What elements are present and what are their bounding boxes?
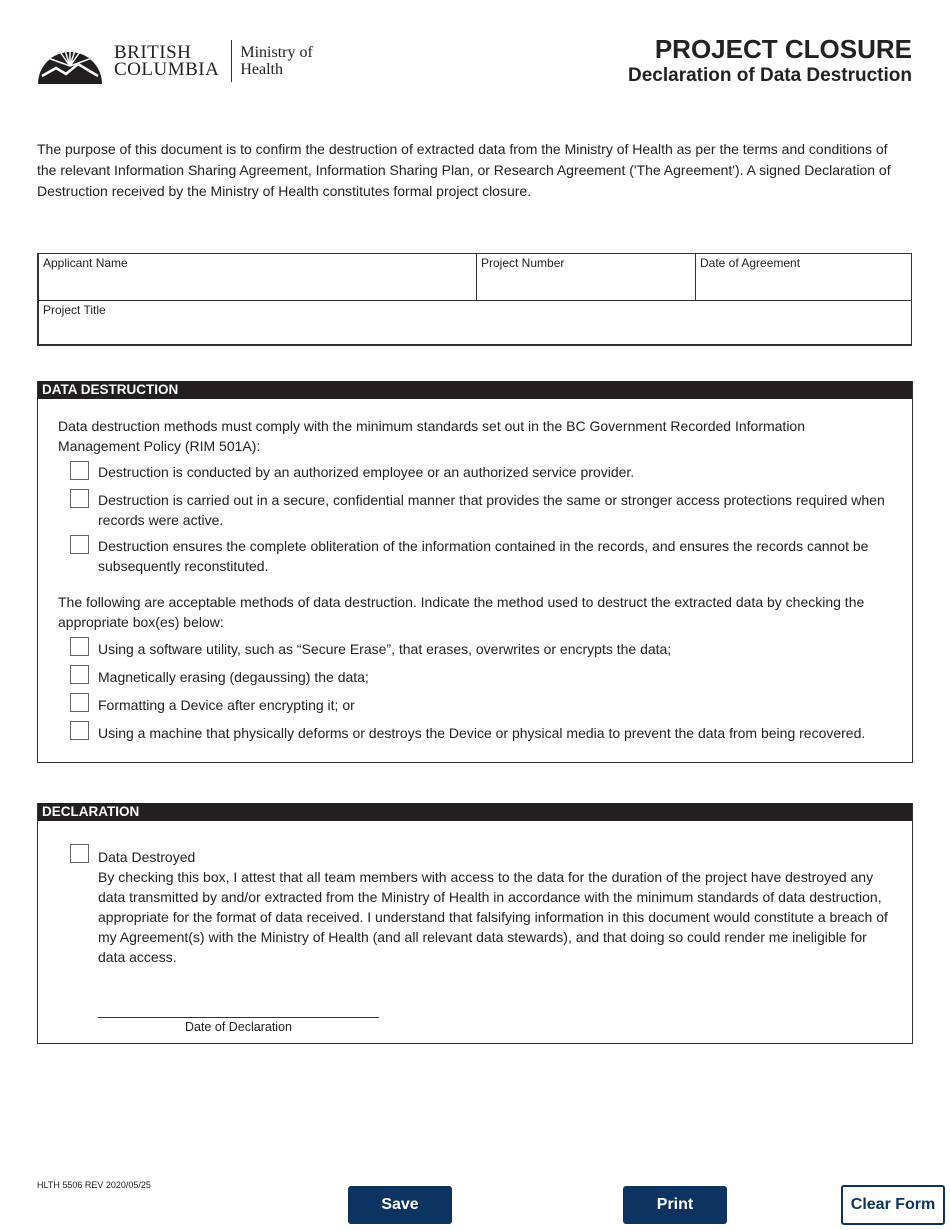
project-info-fields: [37, 253, 912, 346]
project-title-field[interactable]: [39, 301, 912, 345]
project-number-field[interactable]: [477, 254, 696, 301]
logo-divider: [231, 40, 232, 82]
date-of-declaration-label: Date of Declaration: [184, 1020, 292, 1034]
method-checkbox-2[interactable]: [70, 665, 89, 684]
declaration-heading: DECLARATION: [38, 803, 912, 821]
standard-checkbox-1[interactable]: [70, 461, 89, 480]
method-checkbox-1[interactable]: [70, 637, 89, 656]
bc-logo: [36, 36, 313, 86]
data-destruction-heading: DATA DESTRUCTION: [38, 381, 912, 399]
method-label-4: Using a machine that physically deforms or destroys the Device or physical media to prevent the data from being recovered.: [98, 725, 866, 741]
form-code: HLTH 5506 REV 2020/05/25: [37, 1180, 151, 1190]
project-number-label: Project Number: [481, 256, 565, 270]
standard-checkbox-3[interactable]: [70, 535, 89, 554]
save-button[interactable]: Save: [348, 1186, 452, 1224]
print-button[interactable]: Print: [623, 1186, 727, 1224]
project-title-label: Project Title: [43, 303, 106, 317]
data-destroyed-checkbox[interactable]: [70, 844, 89, 863]
logo-text-british: BRITISH: [114, 42, 192, 63]
standard-checkbox-2[interactable]: [70, 489, 89, 508]
method-label-2: Magnetically erasing (degaussing) the data;: [98, 669, 369, 685]
bc-sun-mountain-icon: [36, 36, 104, 86]
standard-label-1: Destruction is conducted by an authorized employee or an authorized service provider.: [98, 464, 635, 480]
applicant-name-field[interactable]: [39, 254, 477, 301]
standard-label-3: Destruction ensures the complete obliteration of the information contained in the records, and ensures the records cannot be subsequently reconstituted.: [98, 538, 869, 574]
method-label-3: Formatting a Device after encrypting it; or: [98, 697, 355, 713]
page-subtitle: Declaration of Data Destruction: [628, 65, 912, 86]
date-of-agreement-label: Date of Agreement: [700, 256, 801, 270]
methods-intro: The following are acceptable methods of data destruction. Indicate the method used to destruct the extracted data by checking the appropriate box(es) below:: [58, 594, 865, 630]
ministry-line2: Health: [240, 61, 283, 78]
method-checkbox-3[interactable]: [70, 693, 89, 712]
data-destruction-section: [37, 381, 913, 763]
data-destroyed-label: Data Destroyed: [98, 849, 196, 865]
date-of-agreement-field[interactable]: [696, 254, 912, 301]
standards-intro: Data destruction methods must comply with the minimum standards set out in the BC Government Recorded Information Management Policy (RIM 501A):: [58, 418, 806, 454]
standard-label-2: Destruction is carried out in a secure, confidential manner that provides the same or stronger access protections required when records were active.: [98, 492, 885, 528]
applicant-name-label: Applicant Name: [43, 256, 128, 270]
clear-form-button[interactable]: Clear Form: [841, 1185, 945, 1225]
method-checkbox-4[interactable]: [70, 721, 89, 740]
intro-text: The purpose of this document is to confirm the destruction of extracted data from the Ministry of Health as per the terms and conditions of the relevant Information Sharing Agreement, Information Sharing Plan, or Research Agreement ('The Agreement'). A signed Declaration of Destruction received by the Ministry of Health constitutes formal project closure.: [37, 141, 891, 199]
page-title: PROJECT CLOSURE: [654, 34, 912, 64]
ministry-line1: Ministry of: [240, 44, 313, 61]
declaration-section: [37, 803, 913, 1044]
logo-text-columbia: COLUMBIA: [114, 59, 220, 80]
declaration-statement: By checking this box, I attest that all team members with access to the data for the duration of the project have destroyed any data transmitted by and/or extracted from the Ministry of Health in accordance with the minimum standards of data destruction, appropriate for the format of data received. I understand that falsifying information in this document would constitute a breach of my Agreement(s) with the Ministry of Health (and all relevant data stewards), and that doing so could render me ineligible for data access.: [98, 869, 888, 965]
method-label-1: Using a software utility, such as “Secure Erase”, that erases, overwrites or encrypts the data;: [98, 641, 672, 657]
